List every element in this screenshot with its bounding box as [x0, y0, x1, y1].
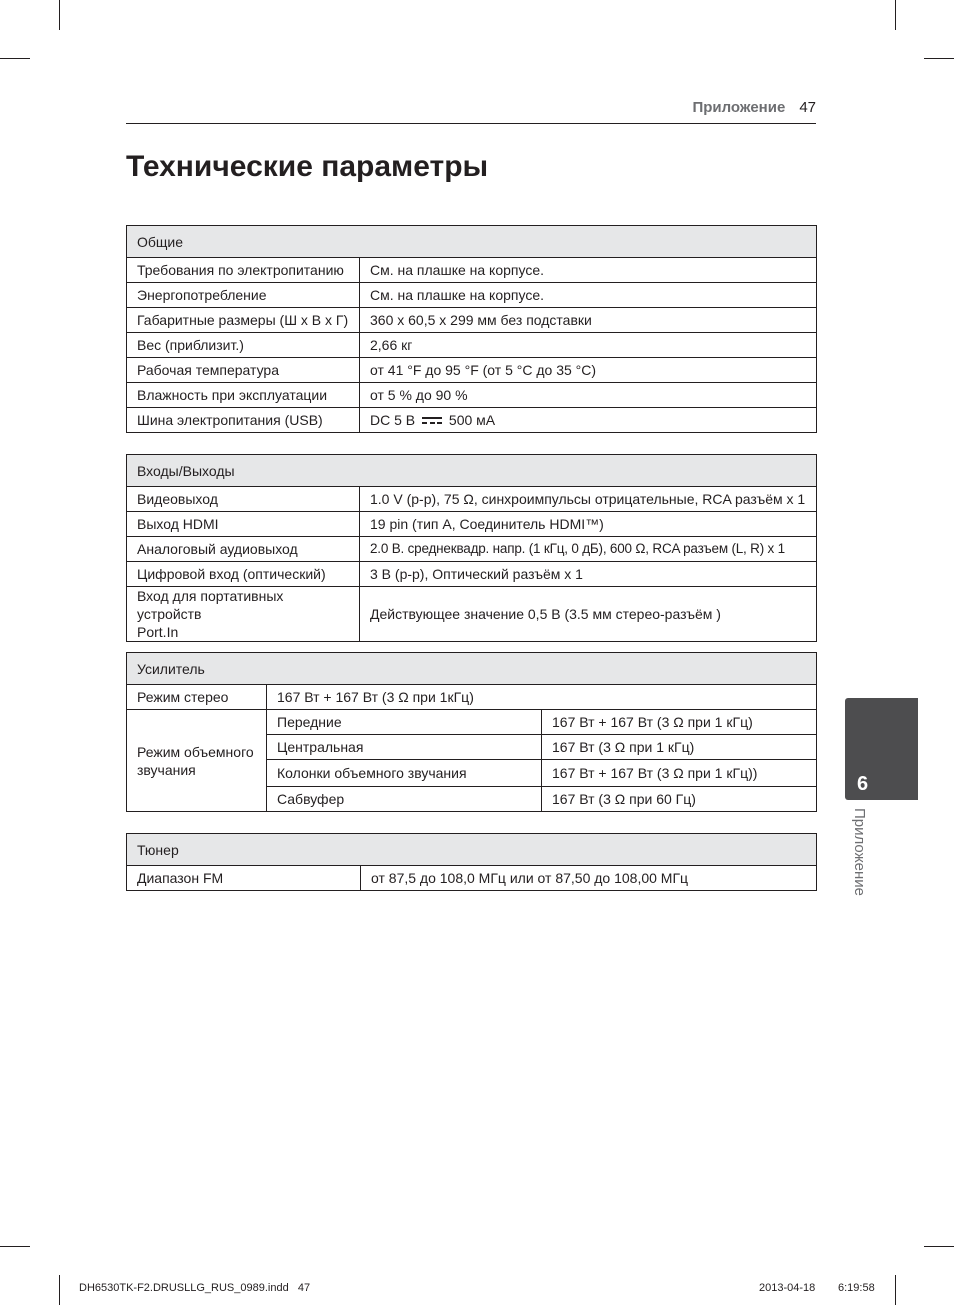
general-table — [126, 225, 817, 433]
header-section: Приложение — [692, 99, 786, 116]
spec-value: 2,66 кг — [360, 333, 817, 358]
chapter-label: Приложение — [851, 808, 868, 896]
page-title: Технические параметры — [126, 150, 489, 183]
table-row — [127, 512, 817, 537]
channel-name: Колонки объемного звучания — [267, 760, 542, 787]
spec-value: 3 В (p-p), Оптический разъём x 1 — [360, 562, 817, 587]
spec-label: Видеовыход — [127, 487, 360, 512]
spec-value: Действующее значение 0,5 В (3.5 мм стерео-разъём ) — [360, 587, 817, 642]
table-row — [127, 358, 817, 383]
page-number: 47 — [799, 99, 816, 116]
table-row — [127, 562, 817, 587]
table-row — [127, 710, 817, 735]
spec-label: Аналоговый аудиовыход — [127, 537, 360, 562]
spec-label: Рабочая температура — [127, 358, 360, 383]
spec-value: См. на плашке на корпусе. — [360, 258, 817, 283]
io-table — [126, 454, 817, 642]
channel-value: 167 Вт (3 Ω при 60 Гц) — [542, 787, 817, 812]
spec-label — [127, 587, 360, 642]
usb-current: 500 мА — [448, 412, 496, 428]
chapter-tab — [845, 698, 918, 800]
crop-mark — [895, 0, 896, 30]
spec-value: от 5 % до 90 % — [360, 383, 817, 408]
channel-value: 167 Вт (3 Ω при 1 кГц) — [542, 735, 817, 760]
channel-name: Передние — [267, 710, 542, 735]
dc-symbol-icon — [422, 417, 442, 425]
spec-label: Влажность при эксплуатации — [127, 383, 360, 408]
table-row — [127, 408, 817, 433]
crop-mark — [895, 1275, 896, 1305]
crop-mark — [59, 1275, 60, 1305]
table-row — [127, 283, 817, 308]
table-row — [127, 866, 817, 891]
surround-label-line1: Режим объемного — [137, 743, 254, 760]
spec-value: 1.0 V (p-p), 75 Ω, синхроимпульсы отрицательные, RCA разъём x 1 — [360, 487, 817, 512]
general-heading: Общие — [127, 226, 817, 258]
channel-name: Центральная — [267, 735, 542, 760]
surround-label-line2: звучания — [137, 761, 196, 778]
spec-value — [360, 408, 817, 433]
spec-label: Режим стерео — [127, 685, 267, 710]
portable-label-line2: Port.In — [137, 624, 179, 640]
chapter-number: 6 — [857, 773, 869, 795]
footer-file: DH6530TK-F2.DRUSLLG_RUS_0989.indd 47 — [79, 1282, 311, 1294]
crop-mark — [59, 0, 60, 30]
crop-mark — [0, 1246, 30, 1247]
spec-value: 167 Вт + 167 Вт (3 Ω при 1кГц) — [267, 685, 817, 710]
spec-label: Цифровой вход (оптический) — [127, 562, 360, 587]
table-row — [127, 333, 817, 358]
amplifier-table — [126, 652, 817, 812]
spec-label: Выход HDMI — [127, 512, 360, 537]
spec-label: Шина электропитания (USB) — [127, 408, 360, 433]
spec-label: Требования по электропитанию — [127, 258, 360, 283]
crop-mark — [0, 58, 30, 59]
tuner-table — [126, 833, 817, 891]
channel-value: 167 Вт + 167 Вт (3 Ω при 1 кГц) — [542, 710, 817, 735]
amplifier-heading: Усилитель — [127, 653, 817, 685]
crop-mark — [924, 1246, 954, 1247]
spec-value: См. на плашке на корпусе. — [360, 283, 817, 308]
channel-value: 167 Вт + 167 Вт (3 Ω при 1 кГц)) — [542, 760, 817, 787]
usb-voltage: DC 5 В — [370, 412, 416, 428]
table-row — [127, 587, 817, 642]
table-row — [127, 258, 817, 283]
spec-label: Энергопотребление — [127, 283, 360, 308]
spec-value: 19 pin (тип A, Соединитель HDMI™) — [360, 512, 817, 537]
spec-value: от 41 °F до 95 °F (от 5 °C до 35 °C) — [360, 358, 817, 383]
running-header — [126, 99, 816, 124]
spec-label: Диапазон FM — [127, 866, 361, 891]
footer-date: 2013-04-18 — [759, 1282, 816, 1294]
surround-label — [127, 710, 267, 812]
portable-label-line1: Вход для портативных устройств — [137, 588, 284, 622]
tuner-heading: Тюнер — [127, 834, 817, 866]
crop-mark — [924, 58, 954, 59]
channel-name: Сабвуфер — [267, 787, 542, 812]
io-heading: Входы/Выходы — [127, 455, 817, 487]
table-row — [127, 308, 817, 333]
table-row — [127, 383, 817, 408]
footer-time: 6:19:58 — [838, 1282, 875, 1294]
table-row — [127, 537, 817, 562]
table-row — [127, 685, 817, 710]
spec-label: Габаритные размеры (Ш x В x Г) — [127, 308, 360, 333]
table-row — [127, 487, 817, 512]
spec-value: от 87,5 до 108,0 МГц или от 87,50 до 108,00 МГц — [361, 866, 817, 891]
spec-value: 2.0 В. среднеквадр. напр. (1 кГц, 0 дБ), 600 Ω, RCA разъем (L, R) x 1 — [360, 537, 817, 562]
spec-value: 360 x 60,5 x 299 мм без подставки — [360, 308, 817, 333]
spec-label: Вес (приблизит.) — [127, 333, 360, 358]
